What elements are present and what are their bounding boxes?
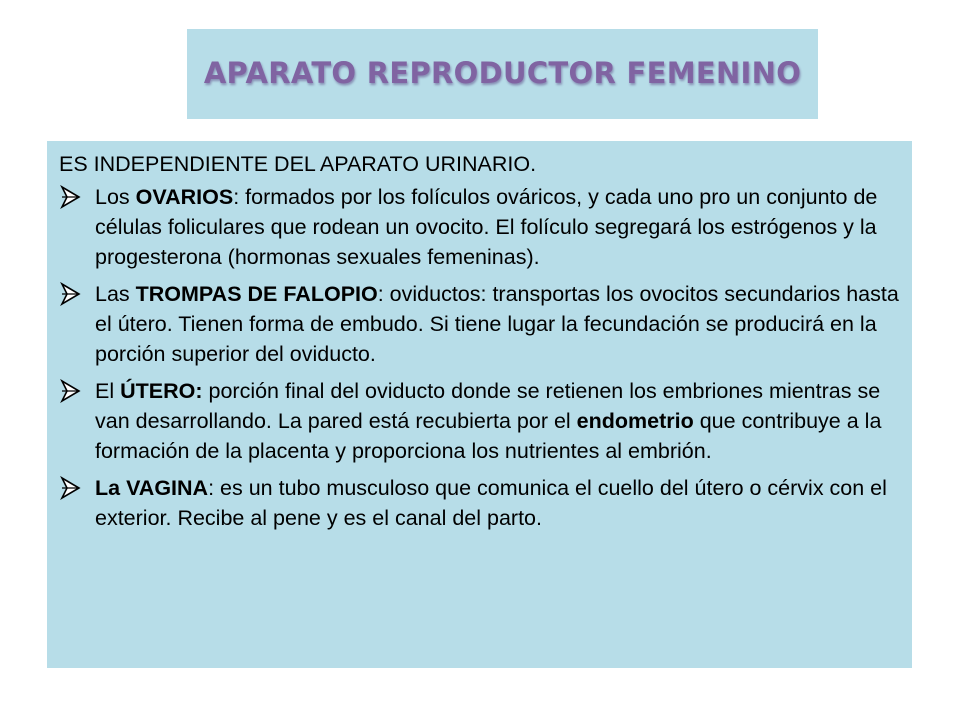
arrow-bullet-icon	[59, 476, 81, 500]
item-prefix: Las	[95, 282, 136, 306]
list-item-utero	[59, 376, 900, 466]
list-item-vagina	[59, 473, 900, 533]
arrow-bullet-icon	[59, 282, 81, 306]
item-description: : es un tubo musculoso que comunica el cuello del útero o cérvix con el exterior. Recibe al pene y es el canal del parto.	[95, 476, 887, 530]
item-description: porción final del oviducto donde se retienen los embriones mientras se van desarrollando. La pared está recubierta por el	[95, 379, 881, 433]
item-term: ÚTERO:	[120, 379, 203, 403]
item-term: La VAGINA	[95, 476, 209, 500]
title-box	[187, 29, 818, 119]
item-description: : oviductos: transportas los ovocitos secundarios hasta el útero. Tienen forma de embudo. Si tiene lugar la fecundación se producirá en la porción superior del oviducto.	[95, 282, 899, 366]
slide-title: APARATO REPRODUCTOR FEMENINO	[203, 56, 802, 90]
item-term: OVARIOS	[135, 185, 234, 209]
arrow-bullet-icon	[59, 379, 81, 403]
content-panel	[47, 141, 912, 668]
intro-text: ES INDEPENDIENTE DEL APARATO URINARIO.	[59, 152, 537, 176]
item-term: TROMPAS DE FALOPIO	[135, 282, 378, 306]
item-term-secondary: endometrio	[576, 409, 694, 433]
item-text	[95, 185, 877, 269]
item-text	[95, 282, 899, 366]
item-prefix: Los	[95, 185, 136, 209]
item-description: : formados por los folículos ováricos, y cada uno pro un conjunto de células foliculares que rodean un ovocito. El folículo segregará los estrógenos y la progesterona (hormonas sexuales femeninas).	[95, 185, 878, 269]
list-item-trompas	[59, 279, 900, 369]
arrow-bullet-icon	[59, 185, 81, 209]
item-description-end: que contribuye a la formación de la placenta y proporciona los nutrientes al embrión.	[95, 409, 882, 463]
bullet-list	[59, 182, 900, 533]
item-text	[95, 476, 887, 530]
item-text	[95, 379, 881, 463]
list-item-ovarios	[59, 182, 900, 272]
item-prefix: El	[95, 379, 121, 403]
